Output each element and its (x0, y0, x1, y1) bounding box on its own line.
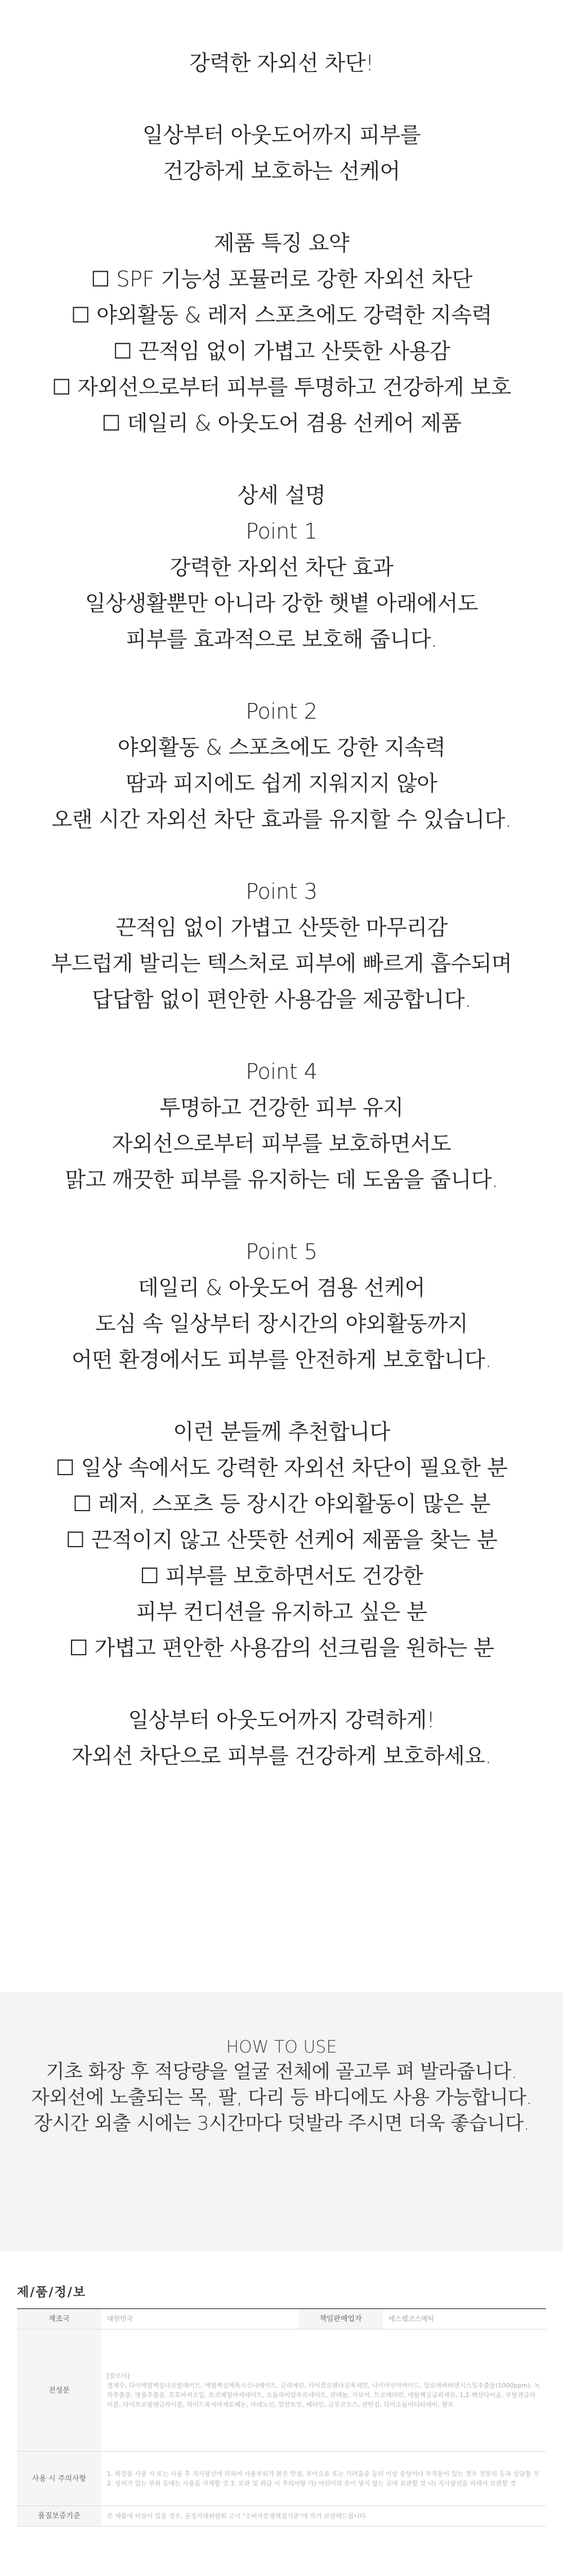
headline: 강력한 자외선 차단! (189, 51, 374, 75)
summary-title: 제품 특징 요약 (213, 231, 350, 256)
standard-key: 품질보증기준 (17, 2506, 101, 2526)
product-info-table (17, 2308, 546, 2526)
how-to-use-title: HOW TO USE (226, 2037, 337, 2057)
ingredients-cell (101, 2329, 546, 2452)
intro-line: 일상부터 아웃도어까지 피부를 (142, 123, 421, 147)
detail-title: 상세 설명 (237, 483, 326, 508)
how-to-use-section (0, 1992, 563, 2251)
point-line: 데일리 & 아웃도어 겸용 선케어 (138, 1275, 425, 1300)
spacer (0, 441, 563, 477)
spacer (0, 1018, 563, 1054)
product-info-heading: 제/품/정/보 (17, 2286, 87, 2300)
point-line: 야외활동 & 스포츠에도 강한 지속력 (117, 735, 446, 760)
closing-line: 일상부터 아웃도어까지 강력하게! (128, 1708, 435, 1732)
recommend-item: ☐ 끈적이지 않고 산뜻한 선케어 제품을 찾는 분 (65, 1527, 498, 1552)
point-line: 오랜 시간 자외선 차단 효과를 유지할 수 있습니다. (51, 807, 512, 832)
recommend-item: ☐ 일상 속에서도 강력한 자외선 차단이 필요한 분 (55, 1455, 508, 1480)
how-to-use-content (0, 2036, 563, 2136)
origin-key: 제조국 (17, 2309, 101, 2329)
spacer (0, 837, 563, 873)
point-line: 일상생활뿐만 아니라 강한 햇볕 아래에서도 (84, 591, 479, 616)
how-to-use-line: 장시간 외출 시에는 3시간마다 덧발라 주시면 더욱 좋습니다. (34, 2112, 529, 2135)
point-line: 피부를 효과적으로 보호해 줍니다. (126, 627, 437, 652)
intro-line: 건강하게 보호하는 선케어 (163, 159, 400, 183)
point-label: Point 5 (245, 1239, 318, 1264)
standard-value (101, 2506, 546, 2526)
summary-item: ☐ 야외활동 & 레저 스포츠에도 강력한 지속력 (71, 303, 492, 328)
recommend-item: ☐ 피부를 보호하면서도 건강한 (140, 1563, 423, 1588)
spacer (0, 1378, 563, 1414)
recommend-item: ☐ 레저, 스포츠 등 장시간 야외활동이 많은 분 (73, 1491, 490, 1516)
point-label: Point 1 (245, 519, 318, 544)
table-row (17, 2506, 546, 2526)
point-label: Point 4 (245, 1059, 318, 1084)
how-to-use-line: 기초 화장 후 적당량을 얼굴 전체에 골고루 펴 발라줍니다. (46, 2060, 517, 2083)
closing-line: 자외선 차단으로 피부를 건강하게 보호하세요. (72, 1744, 491, 1768)
point-line: 끈적임 없이 가볍고 산뜻한 마무리감 (115, 915, 448, 940)
product-description (0, 45, 563, 1774)
point-line: 자외선으로부터 피부를 보호하면서도 (111, 1131, 452, 1156)
table-row (17, 2452, 546, 2506)
point-line: 도심 속 일상부터 장시간의 야외활동까지 (95, 1311, 468, 1336)
ingredients-key: 전성분 (17, 2329, 101, 2452)
table-row (17, 2309, 546, 2329)
point-line: 부드럽게 발리는 텍스처로 피부에 빠르게 흡수되며 (51, 951, 512, 976)
recommend-title: 이런 분들께 추천합니다 (173, 1419, 390, 1444)
summary-item: ☐ 자외선으로부터 피부를 투명하고 건강하게 보호 (52, 375, 511, 400)
point-line: 강력한 자외선 차단 효과 (169, 555, 394, 580)
table-row (17, 2329, 546, 2452)
point-line: 투명하고 건강한 피부 유지 (159, 1095, 404, 1120)
spacer (0, 1198, 563, 1234)
recommend-item: ☐ 가볍고 편안한 사용감의 선크림을 원하는 분 (69, 1636, 494, 1660)
seller-key: 책임판매업자 (298, 2309, 383, 2329)
spacer (0, 657, 563, 693)
summary-item: ☐ SPF 기능성 포뮬러로 강한 자외선 차단 (91, 267, 472, 292)
standard-text: 본 제품에 이상이 있을 경우, 공정거래위원회 고시 "소비자분쟁해결기준"에 의거 보상해드립니다. (107, 2512, 368, 2520)
point-line: 어떤 환경에서도 피부를 안전하게 보호합니다. (72, 1347, 491, 1372)
point-line: 답답함 없이 편안한 사용감을 제공합니다. (92, 987, 471, 1012)
ingredients-value: 정제수, 다이에틸헥실나프탈레이트, 에틸헥실메톡시신나메이트, 글리세린, 사이클로펜타실록세인, 나이아신아마이드, 알로에바바덴시스잎추출물(1000ppm), 녹차추출물, 병풀추출물, 호호바씨오일, 토코페릴아세테이트, 소듐하이알루로네이트, 판테놀, 카보머, 트로메타민, 에틸헥실글리세린, 1,2-헥산다이올, 부틸렌글라이콜, 다이프로필렌글라이콜, 하이드록시아세토페논, 아데노신, 알란토인, 베타인, 글루코오스, 잔탄검, 다이소듐이디티에이, 향료 (107, 2382, 540, 2408)
spacer (0, 1666, 563, 1702)
summary-item: ☐ 끈적임 없이 가볍고 산뜻한 사용감 (113, 339, 450, 364)
point-line: 맑고 깨끗한 피부를 유지하는 데 도움을 줍니다. (65, 1167, 498, 1192)
ingredients-label: [알로이] (107, 2372, 130, 2380)
point-label: Point 2 (245, 699, 318, 724)
caution-value (101, 2452, 546, 2506)
point-label: Point 3 (245, 879, 318, 904)
product-info-section (17, 2283, 546, 2526)
caution-key: 사용 시 주의사항 (17, 2452, 101, 2506)
seller-value: 에스랩코스메틱 (383, 2309, 546, 2329)
point-line: 땀과 피지에도 쉽게 지워지지 않아 (126, 771, 437, 796)
spacer (0, 81, 563, 117)
spacer (0, 189, 563, 225)
summary-item: ☐ 데일리 & 아웃도어 겸용 선케어 제품 (101, 411, 462, 436)
how-to-use-line: 자외선에 노출되는 목, 팔, 다리 등 바디에도 사용 가능합니다. (31, 2086, 532, 2109)
caution-text: 1. 화장품 사용 시 또는 사용 후 직사광선에 의하여 사용부위가 붉은 반점, 부어오름 또는 가려움증 등의 이상 증상이나 부작용이 있는 경우 전문의 등과 상담할 것 2. 상처가 있는 부위 등에는 사용을 자제할 것 3. 보관 및 취급 시 주의사항 가) 어린이의 손이 닿지 않는 곳에 보관할 것 나) 직사광선을 피해서 보관할 것 (107, 2470, 539, 2487)
origin-value: 대한민국 (101, 2309, 298, 2329)
recommend-item: 피부 컨디션을 유지하고 싶은 분 (136, 1600, 427, 1624)
